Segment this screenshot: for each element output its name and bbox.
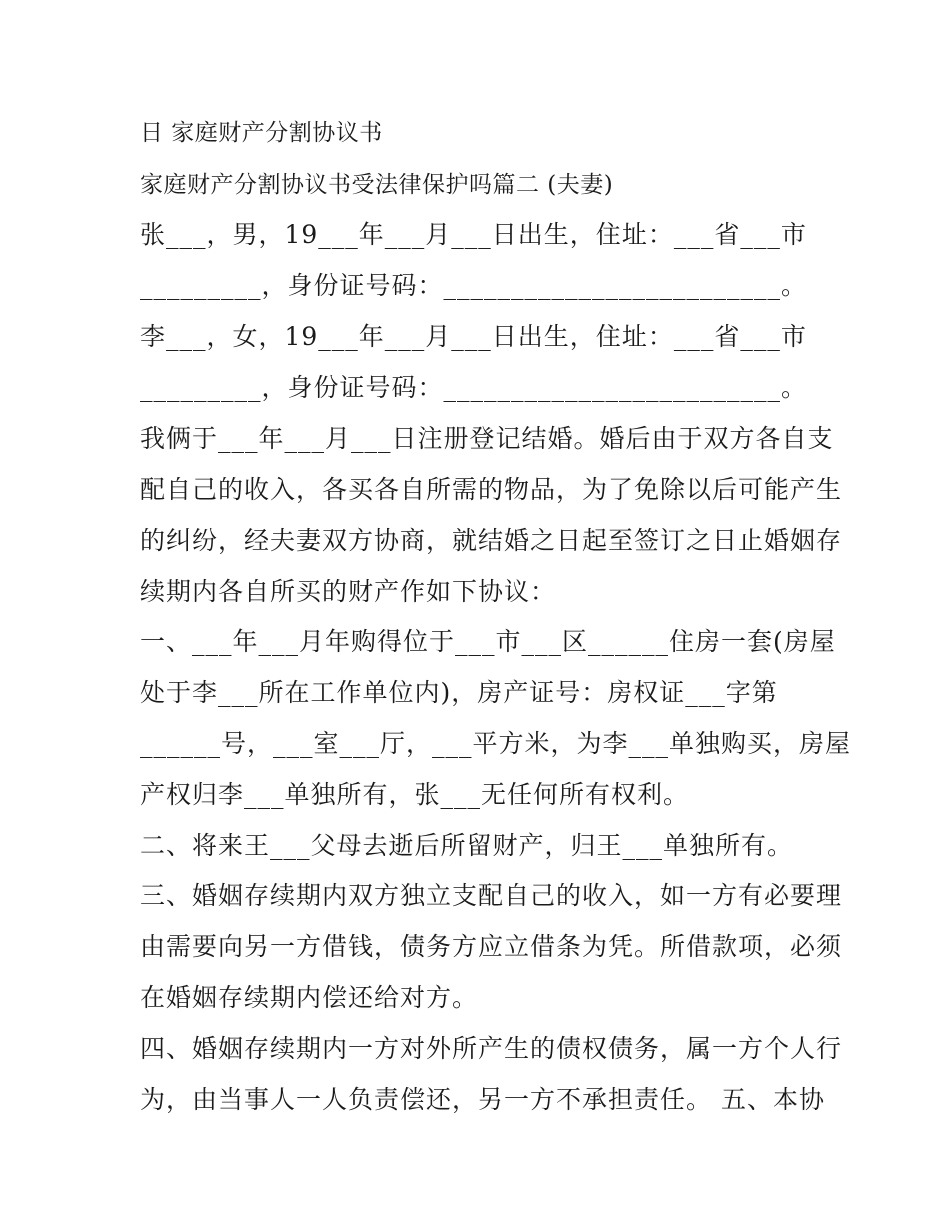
text-line: 三、婚姻存续期内双方独立支配自己的收入，如一方有必要理: [140, 881, 843, 910]
text-line: 产权归李___单独所有，张___无任何所有权利。: [140, 780, 690, 809]
text-line: 续期内各自所买的财产作如下协议：: [140, 577, 557, 606]
text-line: 我俩于___年___月___日注册登记结婚。婚后由于双方各自支: [140, 424, 834, 453]
text-line: 四、婚姻存续期内一方对外所产生的债权债务，属一方个人行: [140, 1034, 843, 1063]
text-line: ______号，___室___厅，___平方米，为李___单独购买，房屋: [140, 729, 852, 758]
text-line: 一、___年___月年购得位于___市___区______住房一套(房屋: [140, 627, 836, 656]
text-line: 二、将来王___父母去逝后所留财产，归王___单独所有。: [140, 831, 794, 860]
text-line: 在婚姻存续期内偿还给对方。: [140, 983, 479, 1012]
text-line: _________，身份证号码：_________________________。: [140, 271, 808, 300]
text-line: 张___，男，19___年___月___日出生，住址：___省___市: [140, 220, 807, 249]
text-line: 为，由当事人一人负责偿还，另一方不承担责任。 五、本协: [140, 1085, 825, 1114]
text-line: 处于李___所在工作单位内)，房产证号：房权证___字第: [140, 678, 778, 707]
text-line: 配自己的收入，各买各自所需的物品，为了免除以后可能产生: [140, 475, 843, 504]
text-line: _________，身份证号码：_________________________。: [140, 373, 808, 402]
text-line: 李___，女，19___年___月___日出生，住址：___省___市: [140, 322, 807, 351]
document-title: 日 家庭财产分割协议书: [140, 120, 383, 146]
document-subtitle: 家庭财产分割协议书受法律保护吗篇二 (夫妻): [140, 172, 614, 198]
text-line: 由需要向另一方借钱，债务方应立借条为凭。所借款项，必须: [140, 932, 843, 961]
text-line: 的纠纷，经夫妻双方协商，就结婚之日起至签订之日止婚姻存: [140, 526, 843, 555]
